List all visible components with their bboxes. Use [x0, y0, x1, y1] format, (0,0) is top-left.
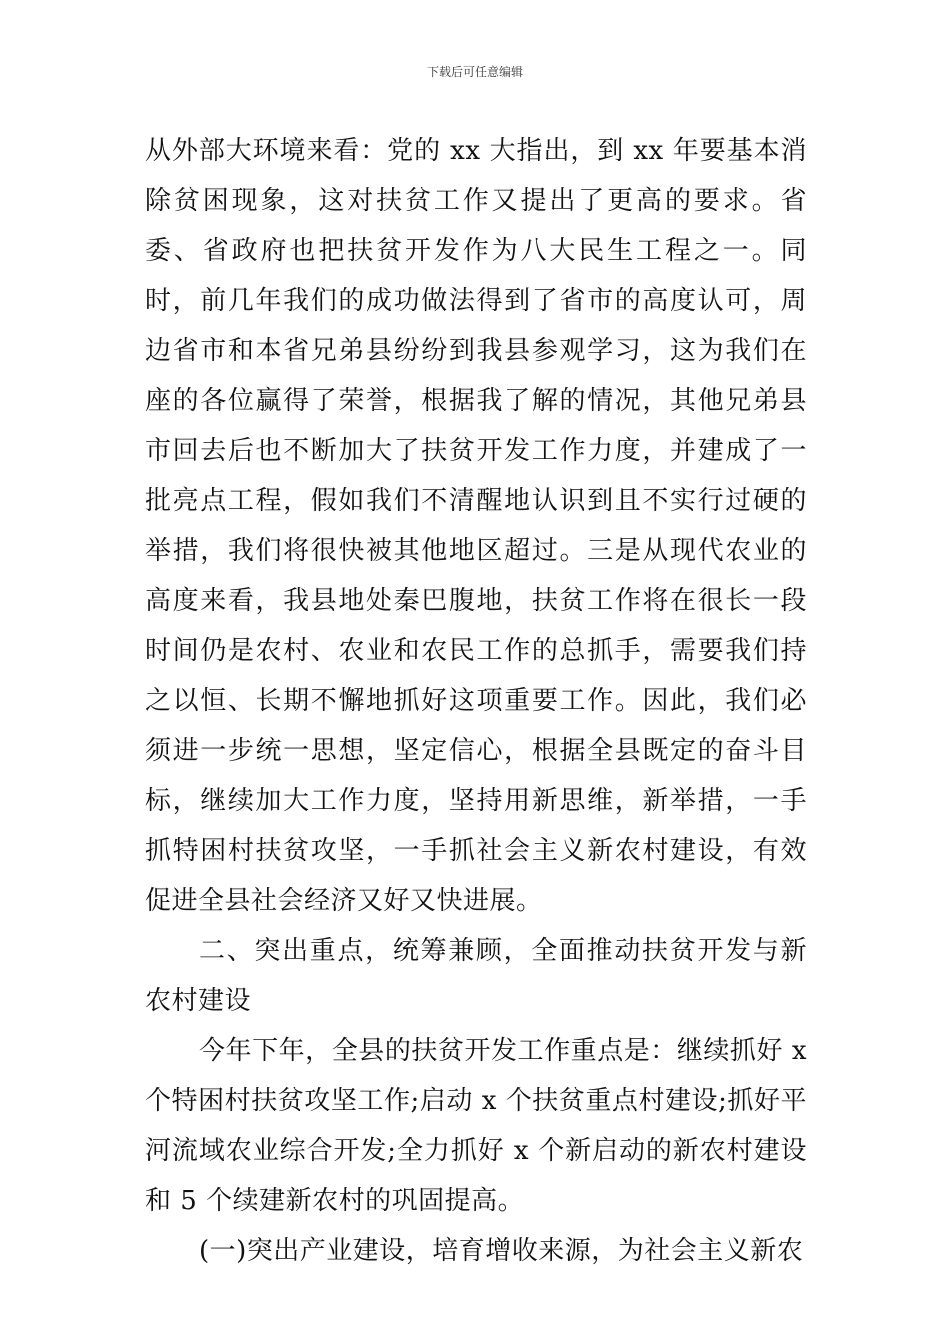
paragraph-external-environment: 从外部大环境来看：党的 xx 大指出，到 xx 年要基本消除贫困现象，这对扶贫工作又提出了更高的要求。省委、省政府也把扶贫开发作为八大民生工程之一。同时，前几年我们的成功做法得到了省市的高度认可，周边省市和本省兄弟县纷纷到我县参观学习，这为我们在座的各位赢得了荣誉，根据我了解的情况，其他兄弟县市回去后也不断加大了扶贫开发工作力度，并建成了一批亮点工程，假如我们不清醒地认识到且不实行过硬的举措，我们将很快被其他地区超过。三是从现代农业的高度来看，我县地处秦巴腹地，扶贫工作将在很长一段时间仍是农村、农业和农民工作的总抓手，需要我们持之以恒、长期不懈地抓好这项重要工作。因此，我们必须进一步统一思想，坚定信心，根据全县既定的奋斗目标，继续加大工作力度，坚持用新思维，新举措，一手抓特困村扶贫攻坚，一手抓社会主义新农村建设，有效促进全县社会经济又好又快进展。: [145, 136, 807, 916]
paragraph-work-focus: 今年下年，全县的扶贫开发工作重点是：继续抓好 x 个特困村扶贫攻坚工作;启动 x 个扶贫重点村建设;抓好平河流域农业综合开发;全力抓好 x 个新启动的新农村建设和 5 个续建新农村的巩固提高。: [145, 1036, 807, 1216]
section-heading-2: 二、突出重点，统筹兼顾，全面推动扶贫开发与新农村建设: [145, 936, 807, 1016]
page-header: 下载后可任意编辑: [426, 65, 523, 79]
subsection-heading-1: (一)突出产业建设，培育增收来源，为社会主义新农: [199, 1236, 804, 1266]
document-body: [145, 126, 807, 1276]
